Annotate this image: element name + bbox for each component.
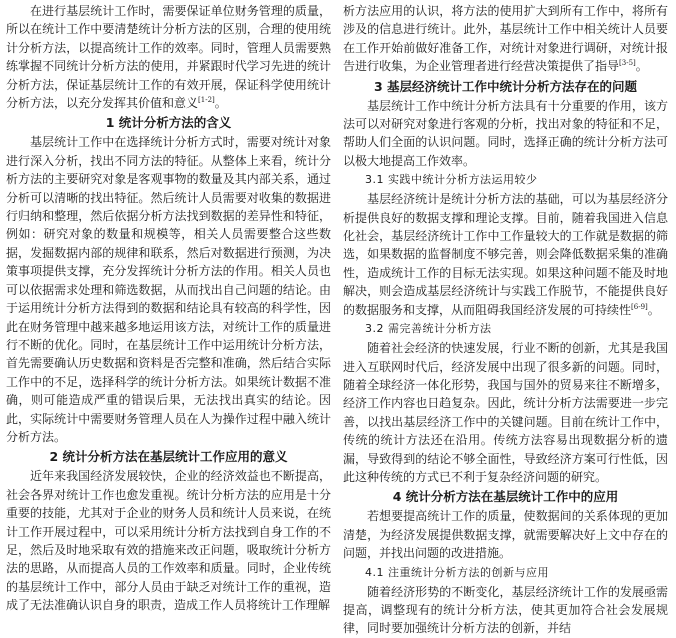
intro-paragraph: 在进行基层统计工作时，需要保证单位财务管理的质量，所以在统计工作中要清楚统计分析方法的区别，合理的使用统计分析方法，以提高统计工作的效率。同时，管理人员需要熟练掌握不同统计分析方法的使用，并紧跟时代学习先进的统计分析方法，保证基层统计工作的有效开展，保证科学使用统计分析方法，以充分发挥其价值和意义[1-2]。 (6, 4, 331, 111)
section-4-heading: 4 统计分析方法在基层统计工作中的应用 (392, 489, 619, 505)
subsection-4-1-paragraph: 随着经济形势的不断变化，基层经济统计工作的发展亟需提高，调整现有的统计分析方法，使其更加符合社会发展规律，同时要加强统计分析方法的创新，并结 (343, 584, 668, 636)
citation-ref: [1-2] (198, 96, 215, 105)
section-2-heading: 2 统计分析方法在基层统计工作应用的意义 (49, 449, 288, 465)
section-2-paragraph: 近年来我国经济发展较快，企业的经济效益也不断提高，社会各界对统计工作也愈发重视。统计分析方法的应用是十分重要的技能，尤其对于企业的财务人员和统计人员来说，在统计工作开展过程中，可以采用统计分析方法找到自身工作的不足，然后及时地采取有效的措施来改正问题，吸取统计分析方法的思路，从而提高人员的工作效率和质量。同时，企业传统的基层统计工作中，部分人员由于缺乏对统计工作的重视，造成了无法准确认识自身的职责，造成工作人员将统计工作理解 (6, 469, 331, 613)
subsection-3-2-paragraph: 随着社会经济的快速发展，行业不断的创新，尤其是我国进入互联网时代后，经济发展中出现了很多新的问题。同时，随着全球经济一体化形势，我国与国外的贸易来往不断增多，经济工作内容也日趋复杂。因此，统计分析方法需要进一步完善，以找出基层经济工作中的关键问题。目前在统计工作中，传统的统计方法还在沿用。传统方法容易出现数据分析的遗漏，导致得到的结论不够全面性，导致经济方案可行性低，因此这种传统的方式已不利于复杂经济问题的研究。 (343, 341, 668, 484)
section-1-paragraph: 基层统计工作中在选择统计分析方式时，需要对统计对象进行深入分析，找出不同方法的特征。从整体上来看，统计分析方法的主要研究对象是客观事物的数量及其内部关系，通过分析可以清晰的找出特征。然后统计人员需要对收集的数据进行归纳和整理，然后依据分析方法找到数据的差异性和特征，例如：研究对象的数量和规模等，相关人员需要整合这些数据，发掘数据内部的规律和联系，然后对数据进行预测，为决策事项提供支撑，充分发挥统计分析方法的作用。相关人员也可以依据需求处理和筛选数据，从而找出自己问题的结论。由于运用统计分析方法得到的数据和结论具有较高的科学性，因此在财务管理中越来越多地运用该方法，对统计工作的质量进行不断的优化。同时，在基层统计工作中运用统计分析方法，首先需要确认历史数据和资料是否完整和准确，然后结合实际工作中的不足，选择科学的统计分析方法。如果统计数据不准确，则可能造成严重的错误后果，无法找出真实的结论。因此，实际统计中需要财务管理人员在人为操作过程中融入统计分析方法。 (6, 135, 331, 444)
section-3-heading: 3 基层经济统计工作中统计分析方法存在的问题 (373, 78, 638, 94)
subsection-4-1-heading: 4.1 注重统计分析方法的创新与应用 (365, 565, 549, 579)
citation-ref: [3-5] (619, 59, 636, 68)
subsection-3-1-heading: 3.1 实践中统计分析方法运用较少 (365, 173, 538, 187)
section-1-heading: 1 统计分析方法的含义 (105, 115, 232, 131)
subsection-3-2-heading: 3.2 需完善统计分析方法 (365, 322, 492, 336)
right-column (343, 2, 668, 636)
left-column (6, 2, 331, 632)
section-4-paragraph: 若想要提高统计工作的质量，使数据间的关系体现的更加清楚，为经济发展提供数据支撑，就需要解决好上文中存在的问题，并找出问题的改进措施。 (343, 509, 668, 561)
citation-ref: [6-9] (631, 302, 648, 311)
continued-paragraph: 析方法应用的认识，将方法的使用扩大到所有工作中，将所有涉及的信息进行统计。此外，基层统计工作中相关统计人员要在工作开始前做好准备工作，对统计对象进行调研，对统计报告进行收集，为企业管理者进行经营决策提供了指导[3-5]。 (343, 4, 668, 74)
section-3-paragraph: 基层统计工作中统计分析方法具有十分重要的作用，该方法可以对研究对象进行客观的分析，找出对象的特征和不足，帮助人们全面的认识问题。同时，选择正确的统计分析方法可以极大地提高工作效率。 (343, 98, 668, 168)
subsection-3-1-paragraph: 基层经济统计是统计分析方法的基础，可以为基层经济分析提供良好的数据支撑和理论支撑。目前，随着我国进入信息化社会，基层经济统计工作中工作量较大的工作就是数据的筛选，如果数据的监督制度不够完善，则会降低数据采集的准确性，造成统计工作的目标无法实现。如果这种问题不能及时地解决，则会造成基层经济统计与实践工作脱节，不能提供良好的数据服务和支撑，从而阻碍我国经济发展的可持续性[6-9]。 (343, 192, 668, 317)
